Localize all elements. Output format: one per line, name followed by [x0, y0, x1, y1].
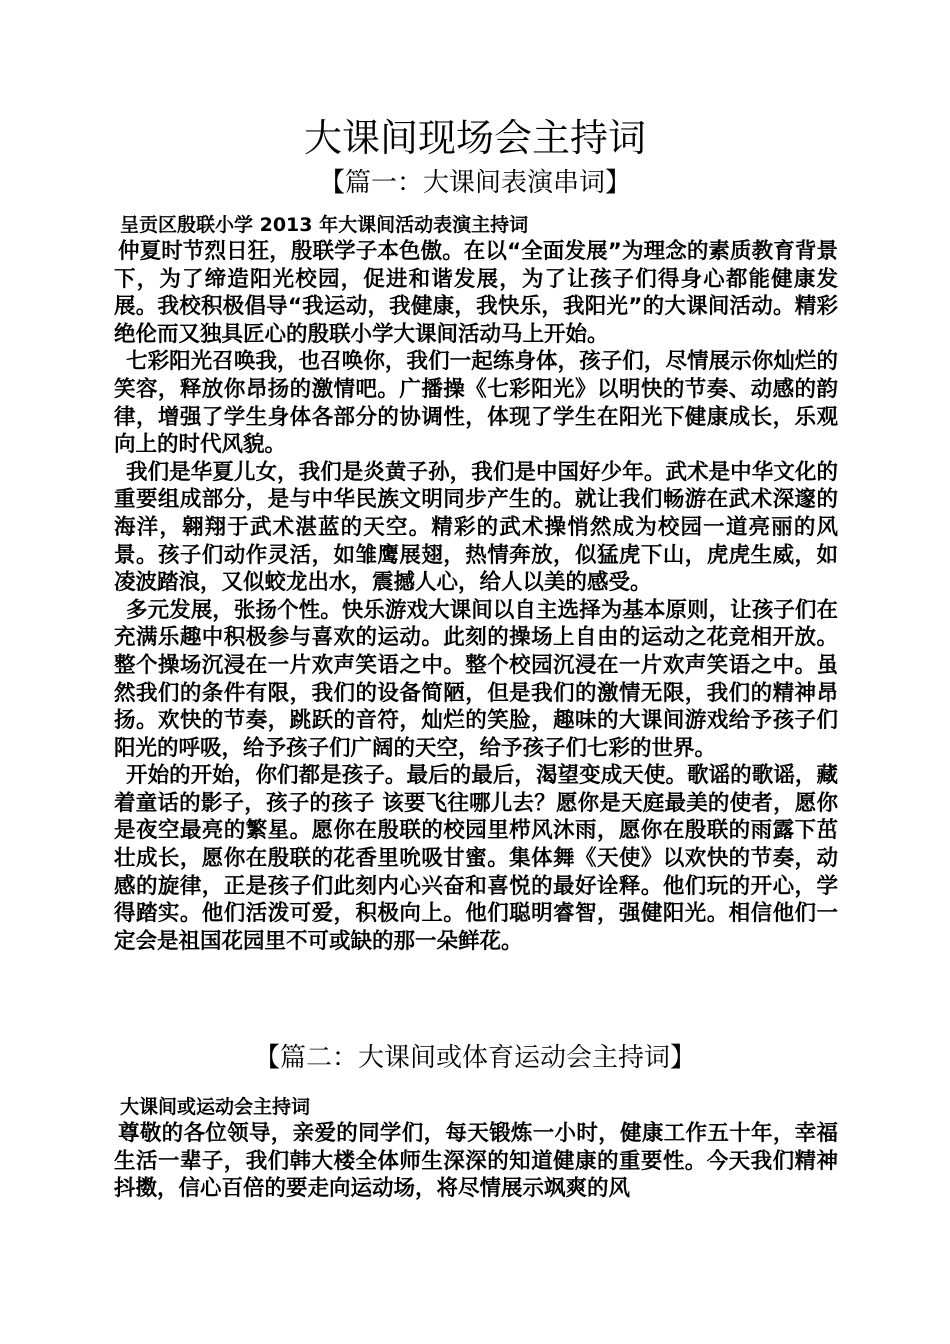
section1-paragraph: 开始的开始，你们都是孩子。最后的最后，渴望变成天使。歌谣的歌谣，藏着童话的影子，孩子的孩子 该要飞往哪儿去？愿你是天庭最美的使者，愿你是夜空最亮的繁星。愿你在殷联的校园里栉风沐雨，愿你在殷联的雨露下茁壮成长，愿你在殷联的花香里吮吸甘蜜。集体舞《天使》以欢快的节奏，动感的旋律，正是孩子们此刻内心兴奋和喜悦的最好诠释。他们玩的开心，学得踏实。他们活泼可爱，积极向上。他们聪明睿智，强健阳光。相信他们一定会是祖国花园里不可或缺的那一朵鲜花。 [114, 763, 838, 954]
section1-paragraph: 多元发展，张扬个性。快乐游戏大课间以自主选择为基本原则，让孩子们在充满乐趣中积极参与喜欢的运动。此刻的操场上自由的运动之花竞相开放。整个操场沉浸在一片欢声笑语之中。整个校园沉浸在一片欢声笑语之中。虽然我们的条件有限，我们的设备简陋，但是我们的激情无限，我们的精神昂扬。欢快的节奏，跳跃的音符，灿烂的笑脸，趣味的大课间游戏给予孩子们阳光的呼吸，给予孩子们广阔的天空，给予孩子们七彩的世界。 [114, 597, 838, 761]
section2-paragraph: 尊敬的各位领导，亲爱的同学们，每天锻炼一小时，健康工作五十年，幸福生活一辈子，我们韩大楼全体师生深深的知道健康的重要性。今天我们精神抖擞，信心百倍的要走向运动场，将尽情展示飒爽的风 [114, 1121, 838, 1202]
document-title: 大课间现场会主持词 [303, 116, 646, 160]
section2-body [114, 1094, 838, 1203]
section1-body [114, 212, 838, 955]
section2-subheading: 大课间或运动会主持词 [120, 1096, 311, 1118]
section1-paragraph: 我们是华夏儿女，我们是炎黄子孙，我们是中国好少年。武术是中华文化的重要组成部分，是与中华民族文明同步产生的。就让我们畅游在武术深邃的海洋，翱翔于武术湛蓝的天空。精彩的武术操悄然成为校园一道亮丽的风景。孩子们动作灵活，如雏鹰展翅，热情奔放，似猛虎下山，虎虎生威，如凌波踏浪，又似蛟龙出水，震撼人心，给人以美的感受。 [114, 459, 838, 596]
section1-heading: 【篇一：大课间表演串词】 [318, 168, 631, 198]
section1-subheading: 呈贡区殷联小学 2013 年大课间活动表演主持词 [120, 214, 529, 236]
section2-heading: 【篇二：大课间或体育运动会主持词】 [253, 1043, 696, 1073]
section1-paragraph: 七彩阳光召唤我，也召唤你，我们一起练身体，孩子们，尽情展示你灿烂的笑容，释放你昂扬的激情吧。广播操《七彩阳光》以明快的节奏、动感的韵律，增强了学生身体各部分的协调性，体现了学生在阳光下健康成长，乐观向上的时代风貌。 [114, 349, 838, 458]
section1-paragraph: 仲夏时节烈日狂，殷联学子本色傲。在以“全面发展”为理念的素质教育背景下，为了缔造阳光校园，促进和谐发展，为了让孩子们得身心都能健康发展。我校积极倡导“我运动，我健康，我快乐，我阳光”的大课间活动。精彩绝伦而又独具匠心的殷联小学大课间活动马上开始。 [114, 239, 838, 347]
